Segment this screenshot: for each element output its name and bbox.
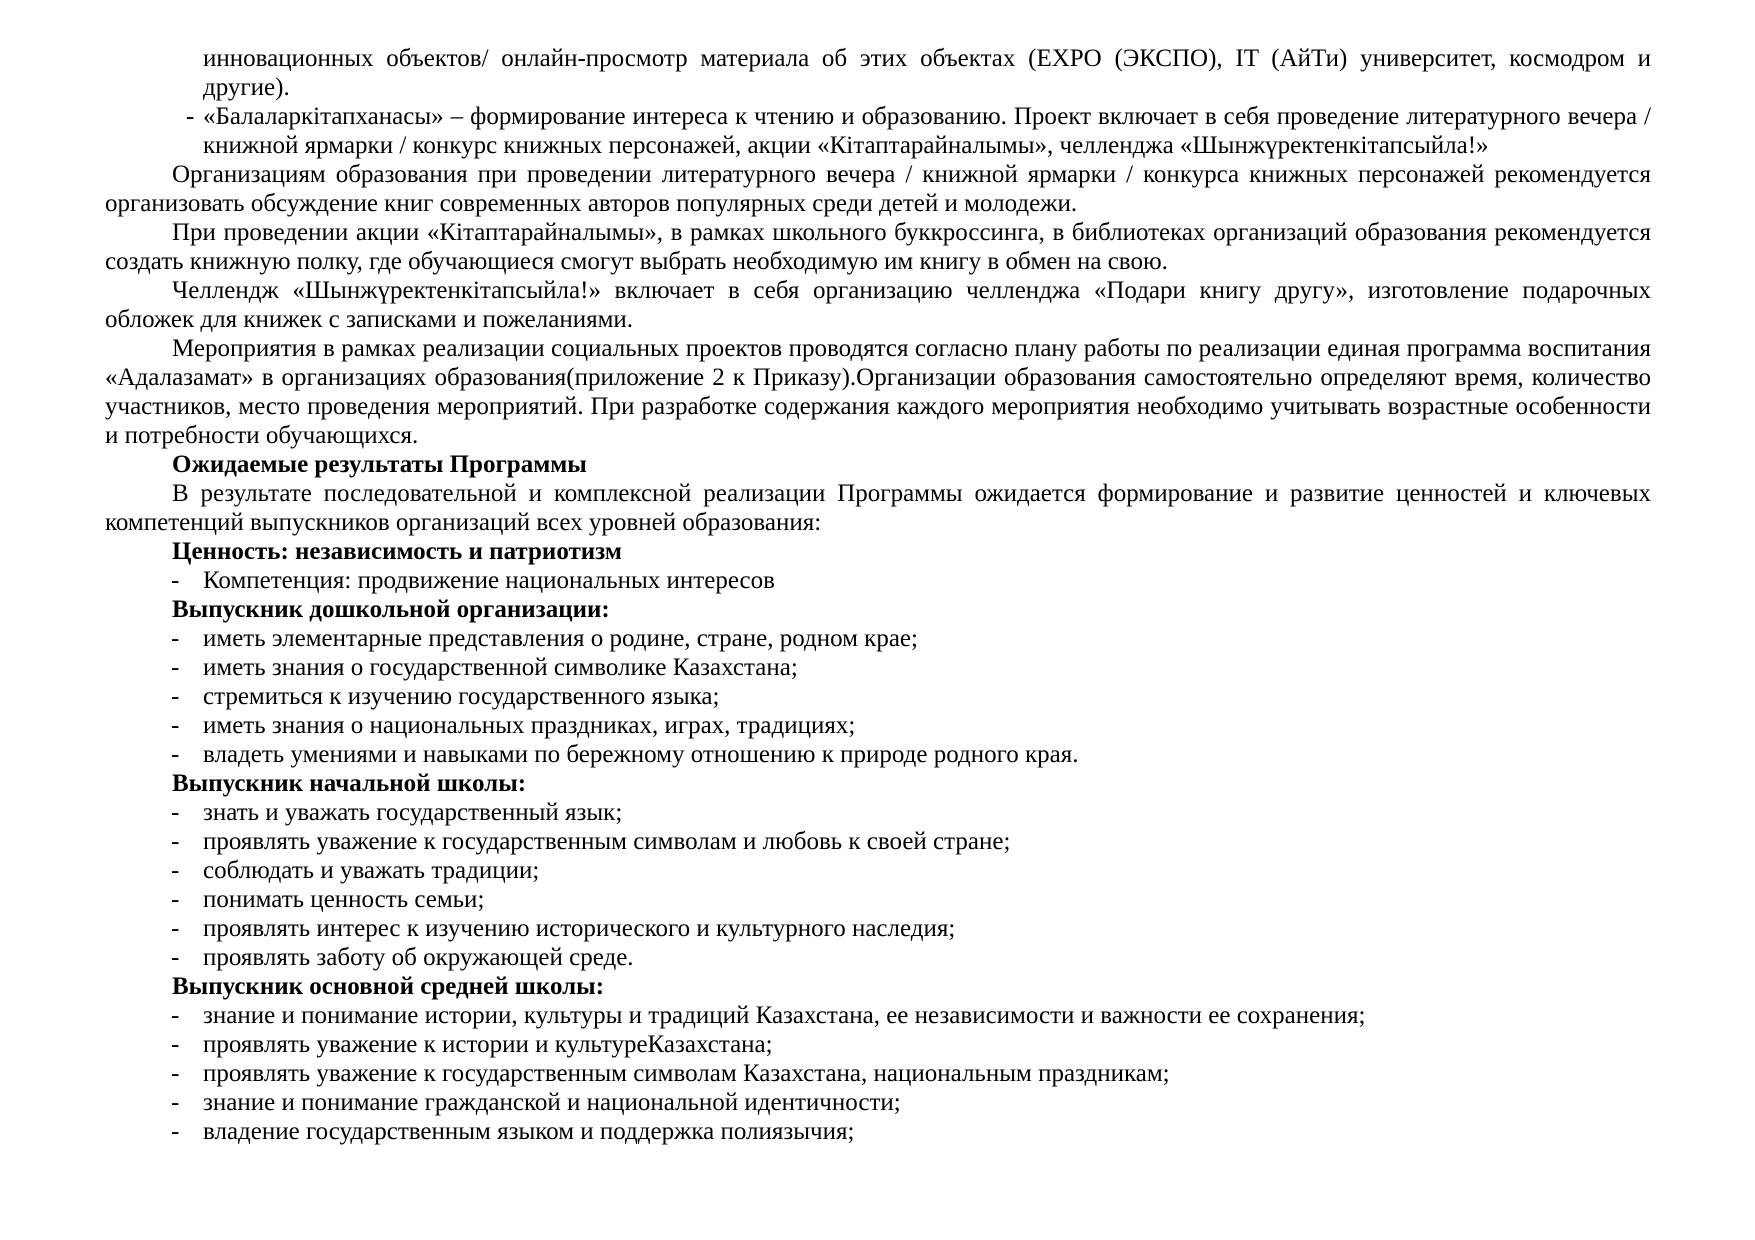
- block-text: Ценность: независимость и патриотизм: [172, 538, 622, 565]
- block-text: Организациям образования при проведении литературного вечера / книжной ярмарки / конкурса книжных персонажей рекомендуется организовать обсуждение книг современных авторов популярных среди детей и молодежи.: [105, 161, 1651, 217]
- block-text: иметь знания о национальных праздниках, играх, традициях;: [203, 712, 856, 739]
- block-text: стремиться к изучению государственного языка;: [203, 683, 720, 710]
- continuation-paragraph: [105, 44, 1651, 102]
- bullet-dash: -: [186, 103, 195, 130]
- block-text: иметь знания о государственной символике Казахстана;: [203, 654, 798, 681]
- paragraph: [105, 160, 1651, 218]
- list-item: [105, 827, 1651, 856]
- block-text: владение государственным языком и поддержка полиязычия;: [203, 1118, 855, 1145]
- block-text: Выпускник основной средней школы:: [172, 973, 605, 1000]
- bullet-dash: -: [171, 1118, 180, 1145]
- bullet-dash: -: [171, 1002, 180, 1029]
- list-item: [105, 1001, 1651, 1030]
- bullet-dash: -: [171, 625, 180, 652]
- bullet-dash: -: [171, 712, 180, 739]
- block-text: Выпускник дошкольной организации:: [172, 596, 610, 623]
- list-item: [105, 624, 1651, 653]
- section-heading: [105, 537, 1651, 566]
- block-text: знание и понимание гражданской и национальной идентичности;: [203, 1089, 901, 1116]
- list-item: [105, 856, 1651, 885]
- list-item: [105, 711, 1651, 740]
- bullet-dash: -: [171, 741, 180, 768]
- list-item: [105, 653, 1651, 682]
- bullet-dash: -: [171, 944, 180, 971]
- block-text: знание и понимание истории, культуры и традиций Казахстана, ее независимости и важности ее сохранения;: [203, 1002, 1366, 1029]
- bullet-dash: -: [171, 915, 180, 942]
- list-item: [105, 914, 1651, 943]
- bullet-dash: -: [171, 857, 180, 884]
- block-text: Выпускник начальной школы:: [172, 770, 527, 797]
- bullet-dash: -: [171, 1031, 180, 1058]
- list-item: [105, 1088, 1651, 1117]
- list-item: [105, 943, 1651, 972]
- section-heading: [105, 450, 1651, 479]
- block-text: владеть умениями и навыками по бережному отношению к природе родного края.: [203, 741, 1079, 768]
- bullet-dash: -: [171, 567, 180, 594]
- block-text: Компетенция: продвижение национальных интересов: [203, 567, 775, 594]
- paragraph: [105, 276, 1651, 334]
- block-text: проявлять уважение к государственным символам Казахстана, национальным праздникам;: [203, 1060, 1170, 1087]
- document-body: [105, 44, 1651, 1146]
- bullet-dash: -: [171, 799, 180, 826]
- block-text: Мероприятия в рамках реализации социальных проектов проводятся согласно плану работы по реализации единая программа воспитания «Адалазамат» в организациях образования(приложение 2 к Приказу).Организации образования самостоятельно определяют время, количество участников, место проведения мероприятий. При разработке содержания каждого мероприятия необходимо учитывать возрастные особенности и потребности обучающихся.: [105, 335, 1651, 449]
- block-text: проявлять заботу об окружающей среде.: [203, 944, 634, 971]
- list-item: [105, 102, 1651, 160]
- list-item: [105, 1117, 1651, 1146]
- block-text: В результате последовательной и комплексной реализации Программы ожидается формирование и развитие ценностей и ключевых компетенций выпускников организаций всех уровней образования:: [105, 480, 1651, 536]
- bullet-dash: -: [171, 654, 180, 681]
- block-text: соблюдать и уважать традиции;: [203, 857, 540, 884]
- block-text: понимать ценность семьи;: [203, 886, 485, 913]
- list-item: [105, 682, 1651, 711]
- section-heading: [105, 595, 1651, 624]
- block-text: проявлять уважение к истории и культуреКазахстана;: [203, 1031, 773, 1058]
- paragraph: [105, 218, 1651, 276]
- section-heading: [105, 972, 1651, 1001]
- block-text: знать и уважать государственный язык;: [203, 799, 623, 826]
- block-text: При проведении акции «Кітаптарайналымы», в рамках школьного буккроссинга, в библиотеках организаций образования рекомендуется создать книжную полку, где обучающиеся смогут выбрать необходимую им книгу в обмен на свою.: [105, 219, 1651, 275]
- list-item: [105, 566, 1651, 595]
- paragraph: [105, 334, 1651, 450]
- block-text: Челлендж «Шынжүректенкітапсыйла!» включает в себя организацию челленджа «Подари книгу другу», изготовление подарочных обложек для книжек с записками и пожеланиями.: [105, 277, 1651, 333]
- block-text: Ожидаемые результаты Программы: [172, 451, 587, 478]
- bullet-dash: -: [171, 828, 180, 855]
- section-heading: [105, 769, 1651, 798]
- bullet-dash: -: [171, 1060, 180, 1087]
- list-item: [105, 885, 1651, 914]
- list-item: [105, 1059, 1651, 1088]
- block-text: «Балаларкітапханасы» – формирование интереса к чтению и образованию. Проект включает в себя проведение литературного вечера / книжной ярмарки / конкурс книжных персонажей, акции «Кітаптарайналымы», челленджа «Шынжүректенкітапсыйла!»: [203, 103, 1651, 159]
- bullet-dash: -: [171, 1089, 180, 1116]
- block-text: проявлять уважение к государственным символам и любовь к своей стране;: [203, 828, 1011, 855]
- block-text: иметь элементарные представления о родине, стране, родном крае;: [203, 625, 918, 652]
- paragraph: [105, 479, 1651, 537]
- block-text: проявлять интерес к изучению исторического и культурного наследия;: [203, 915, 956, 942]
- bullet-dash: -: [171, 886, 180, 913]
- list-item: [105, 1030, 1651, 1059]
- list-item: [105, 798, 1651, 827]
- list-item: [105, 740, 1651, 769]
- bullet-dash: -: [171, 683, 180, 710]
- block-text: инновационных объектов/ онлайн-просмотр материала об этих объектах (EXPO (ЭКСПО), IT (АйТи) университет, космодром и другие).: [203, 45, 1651, 101]
